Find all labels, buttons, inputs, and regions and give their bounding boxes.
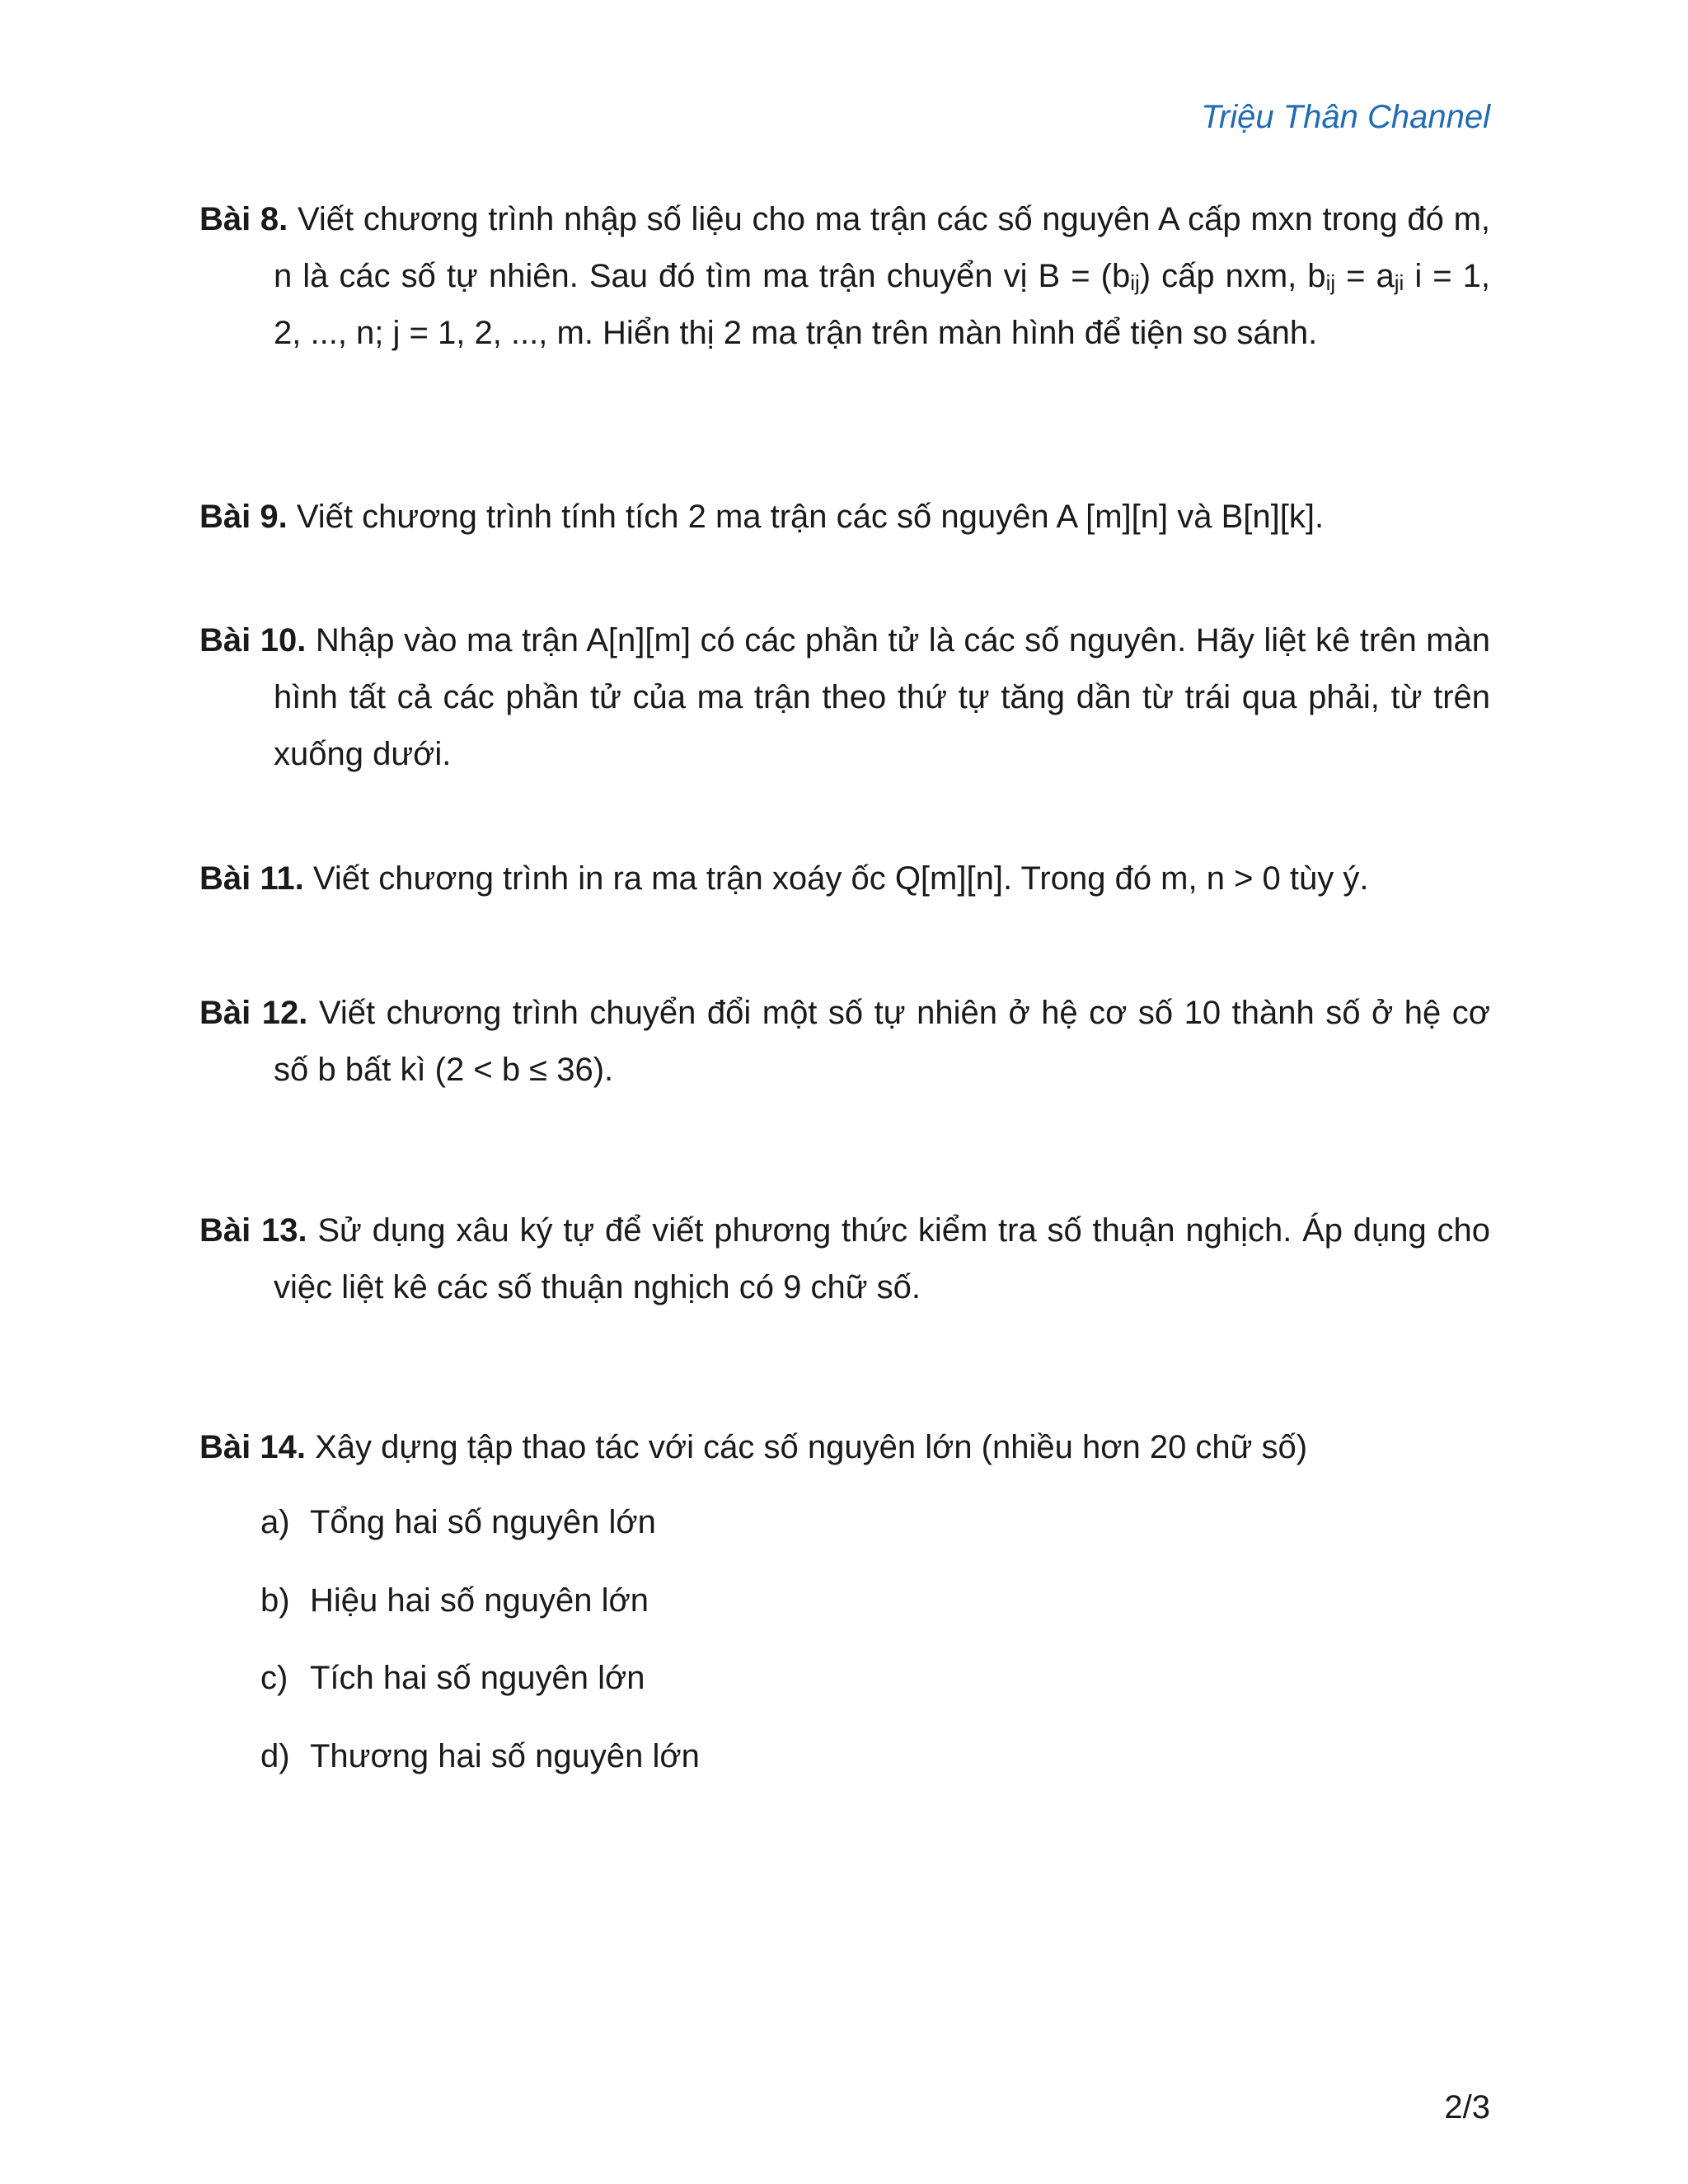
page-number: 2/3 <box>1444 2089 1490 2125</box>
exercise-text: = a <box>1335 258 1395 294</box>
exercise-label: Bài 8. <box>199 201 288 237</box>
exercise-label: Bài 12. <box>199 995 308 1031</box>
exercise-13 <box>199 1202 1490 1316</box>
subscript: ij <box>1325 270 1336 295</box>
exercise-text: ) cấp nxm, b <box>1139 258 1326 294</box>
exercise-text: Viết chương trình nhập số liệu cho ma trận các số nguyên A cấp mxn trong đó m, n là các số tự nhiên. Sau đó tìm ma trận chuyển vị B = (b <box>274 201 1490 294</box>
exercise-10 <box>199 612 1490 783</box>
list-item-text: Tích hai số nguyên lớn <box>310 1660 645 1696</box>
list-item-text: Hiệu hai số nguyên lớn <box>310 1582 649 1619</box>
subscript: ij <box>1130 270 1140 295</box>
list-item <box>260 1504 656 1541</box>
exercise-text: Nhập vào ma trận A[n][m] có các phần tử là các số nguyên. Hãy liệt kê trên màn hình tất cả các phần tử của ma trận theo thứ tự tăng dần từ trái qua phải, từ trên xuống dưới. <box>274 622 1490 772</box>
list-item-letter: a) <box>260 1504 290 1540</box>
exercise-text: Viết chương trình chuyển đổi một số tự nhiên ở hệ cơ số 10 thành số ở hệ cơ số b bất kì (2 < b ≤ 36). <box>274 995 1490 1088</box>
channel-header: Triệu Thân Channel <box>1201 99 1490 135</box>
list-item-text: Thương hai số nguyên lớn <box>310 1738 700 1774</box>
exercise-9 <box>199 489 1490 546</box>
list-item-letter: b) <box>260 1582 290 1619</box>
exercise-label: Bài 13. <box>199 1212 307 1249</box>
list-item <box>260 1582 649 1619</box>
exercise-11 <box>199 851 1490 907</box>
exercise-label: Bài 11. <box>199 860 304 897</box>
exercise-12 <box>199 985 1490 1099</box>
exercise-text: Viết chương trình tính tích 2 ma trận các số nguyên A [m][n] và B[n][k]. <box>287 499 1325 535</box>
exercise-text: Xây dựng tập thao tác với các số nguyên lớn (nhiều hơn 20 chữ số) <box>305 1429 1308 1465</box>
exercise-8 <box>199 191 1490 362</box>
list-item-text: Tổng hai số nguyên lớn <box>310 1504 656 1540</box>
exercise-label: Bài 9. <box>199 499 288 535</box>
list-item-letter: d) <box>260 1738 290 1774</box>
exercise-label: Bài 14. <box>199 1429 306 1465</box>
subscript: ji <box>1394 270 1404 295</box>
exercise-label: Bài 10. <box>199 622 307 658</box>
list-item <box>260 1738 700 1775</box>
list-item <box>260 1660 645 1697</box>
exercise-text: i = 1, 2, ..., n; j = 1, 2, ..., m. Hiển thị 2 ma trận trên màn hình để tiện so sánh. <box>274 258 1491 351</box>
exercise-14 <box>199 1419 1490 1476</box>
exercise-text: Sử dụng xâu ký tự để viết phương thức kiểm tra số thuận nghịch. Áp dụng cho việc liệt kê các số thuận nghịch có 9 chữ số. <box>274 1212 1490 1305</box>
exercise-text: Viết chương trình in ra ma trận xoáy ốc Q[m][n]. Trong đó m, n > 0 tùy ý. <box>303 860 1369 897</box>
list-item-letter: c) <box>260 1660 288 1696</box>
